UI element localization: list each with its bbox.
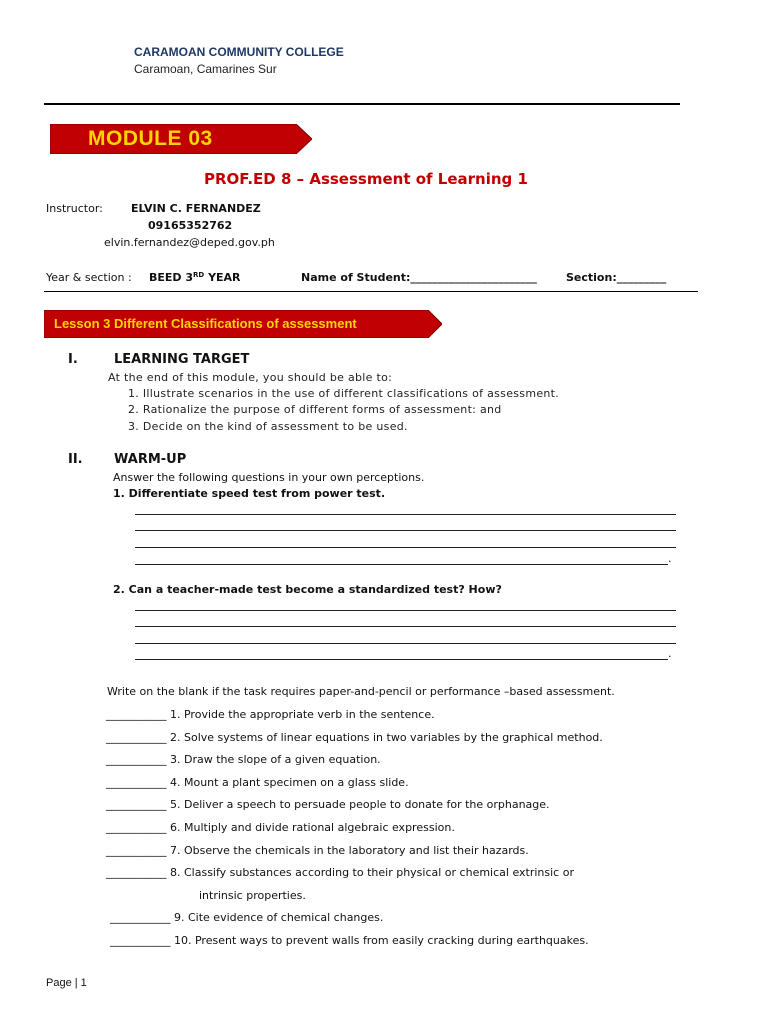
task-text: 3. Draw the slope of a given equation.: [170, 753, 381, 766]
task-blank[interactable]: ___________: [106, 866, 167, 879]
task-blank[interactable]: ___________: [106, 798, 167, 811]
year-superscript: RD: [193, 271, 205, 279]
task-text: 1. Provide the appropriate verb in the sentence.: [170, 708, 435, 721]
year-suffix: YEAR: [204, 271, 241, 284]
warm-up-number: II.: [68, 452, 83, 467]
task-item: [106, 821, 455, 834]
learning-target-item: 1. Illustrate scenarios in the use of different classifications of assessment.: [128, 387, 560, 400]
module-title: MODULE 03: [88, 127, 213, 150]
task-item: [106, 731, 603, 744]
college-name: CARAMOAN COMMUNITY COLLEGE: [134, 45, 344, 59]
year-section-label: Year & section :: [46, 271, 132, 284]
task-blank[interactable]: ___________: [106, 821, 167, 834]
answer-line[interactable]: [135, 643, 676, 644]
task-blank[interactable]: ___________: [106, 844, 167, 857]
instructor-email: elvin.fernandez@deped.gov.ph: [104, 236, 275, 249]
answer-line[interactable]: [135, 626, 676, 627]
learning-target-item: 3. Decide on the kind of assessment to be used.: [128, 420, 408, 433]
section-field[interactable]: Section:_________: [566, 271, 667, 284]
answer-period: .: [668, 647, 672, 660]
answer-line[interactable]: [135, 610, 676, 611]
task-instruction: Write on the blank if the task requires paper-and-pencil or performance –based assessment.: [107, 685, 615, 698]
task-item: [106, 753, 381, 766]
task-blank[interactable]: ___________: [106, 731, 167, 744]
student-info-divider: [44, 291, 698, 292]
task-item: [106, 776, 409, 789]
learning-target-item: 2. Rationalize the purpose of different forms of assessment: and: [128, 403, 502, 416]
warm-up-question-2: 2. Can a teacher-made test become a standardized test? How?: [113, 583, 502, 596]
page-number: Page | 1: [46, 977, 87, 989]
task-text: 10. Present ways to prevent walls from easily cracking during earthquakes.: [174, 934, 589, 947]
year-value: [149, 271, 241, 284]
year-prefix: BEED 3: [149, 271, 194, 284]
task-item: [106, 798, 550, 811]
task-blank[interactable]: ___________: [106, 708, 167, 721]
warm-up-intro: Answer the following questions in your own perceptions.: [113, 471, 425, 484]
course-title: PROF.ED 8 – Assessment of Learning 1: [204, 170, 528, 188]
answer-period: .: [668, 552, 672, 565]
task-item: [106, 708, 435, 721]
answer-line[interactable]: [135, 659, 668, 660]
task-item: [110, 934, 589, 947]
task-text: 8. Classify substances according to their physical or chemical extrinsic or: [170, 866, 574, 879]
task-blank[interactable]: ___________: [106, 753, 167, 766]
task-text: 2. Solve systems of linear equations in two variables by the graphical method.: [170, 731, 603, 744]
task-text: 6. Multiply and divide rational algebraic expression.: [170, 821, 455, 834]
task-blank[interactable]: ___________: [110, 934, 171, 947]
answer-line[interactable]: [135, 514, 676, 515]
learning-target-heading: LEARNING TARGET: [114, 352, 250, 367]
college-address: Caramoan, Camarines Sur: [134, 62, 277, 76]
lesson-title: Lesson 3 Different Classifications of assessment: [54, 316, 357, 331]
task-blank[interactable]: ___________: [110, 911, 171, 924]
task-text: 9. Cite evidence of chemical changes.: [174, 911, 384, 924]
task-text: 4. Mount a plant specimen on a glass slide.: [170, 776, 409, 789]
answer-line[interactable]: [135, 547, 676, 548]
learning-target-intro: At the end of this module, you should be able to:: [108, 371, 393, 384]
task-item: [106, 866, 574, 879]
header-divider: [44, 103, 680, 105]
instructor-phone: 09165352762: [148, 219, 233, 232]
warm-up-question-1: 1. Differentiate speed test from power test.: [113, 487, 386, 500]
answer-line[interactable]: [135, 564, 668, 565]
instructor-name: ELVIN C. FERNANDEZ: [131, 202, 261, 215]
task-item: [106, 844, 529, 857]
task-text: 7. Observe the chemicals in the laboratory and list their hazards.: [170, 844, 529, 857]
student-name-field[interactable]: Name of Student:_______________________: [301, 271, 537, 284]
task-item-continuation: intrinsic properties.: [199, 889, 306, 902]
answer-line[interactable]: [135, 530, 676, 531]
task-text: 5. Deliver a speech to persuade people to donate for the orphanage.: [170, 798, 550, 811]
warm-up-heading: WARM-UP: [114, 452, 187, 467]
instructor-label: Instructor:: [46, 202, 103, 215]
task-item: [110, 911, 383, 924]
task-blank[interactable]: ___________: [106, 776, 167, 789]
learning-target-number: I.: [68, 352, 78, 367]
